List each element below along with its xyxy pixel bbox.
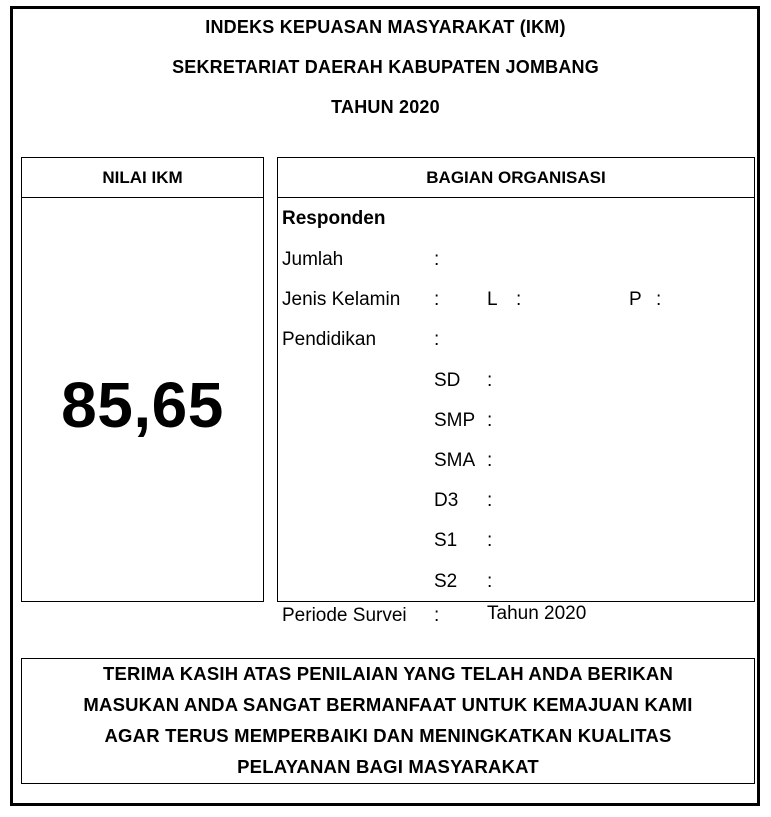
education-level: D3: [434, 490, 459, 511]
thank-you-line: AGAR TERUS MEMPERBAIKI DAN MENINGKATKAN KUALITAS: [104, 725, 672, 746]
education-level-colon: :: [487, 410, 493, 431]
periode-colon: :: [434, 605, 440, 626]
education-level-colon: :: [487, 571, 493, 592]
thank-you-box: [21, 658, 755, 784]
header-subtitle: SEKRETARIAT DAERAH KABUPATEN JOMBANG: [172, 57, 599, 77]
jumlah-label: Jumlah: [282, 249, 344, 270]
thank-you-line: MASUKAN ANDA SANGAT BERMANFAAT UNTUK KEMAJUAN KAMI: [83, 694, 693, 715]
education-level-colon: :: [487, 450, 493, 471]
ikm-box-title: NILAI IKM: [22, 158, 263, 198]
ikm-box: [21, 157, 264, 602]
pendidikan-colon: :: [434, 329, 440, 350]
thank-you-line: PELAYANAN BAGI MASYARAKAT: [237, 756, 539, 777]
jumlah-colon: :: [434, 249, 440, 270]
education-level-colon: :: [487, 490, 493, 511]
education-level: SMA: [434, 450, 476, 471]
male-label: L: [487, 289, 498, 310]
education-level: S2: [434, 571, 458, 592]
header-year: TAHUN 2020: [331, 97, 440, 117]
education-level: SD: [434, 370, 461, 391]
education-level: S1: [434, 530, 458, 551]
pendidikan-label: Pendidikan: [282, 329, 377, 350]
jenis-kelamin-colon: :: [434, 289, 440, 310]
education-level-colon: :: [487, 530, 493, 551]
ikm-value: 85,65: [61, 369, 224, 441]
education-level-colon: :: [487, 370, 493, 391]
responden-label: Responden: [282, 208, 386, 229]
thank-you-line: TERIMA KASIH ATAS PENILAIAN YANG TELAH ANDA BERIKAN: [102, 663, 673, 684]
info-box-title: BAGIAN ORGANISASI: [278, 158, 754, 198]
jenis-kelamin-label: Jenis Kelamin: [282, 289, 401, 310]
periode-label: Periode Survei: [282, 605, 407, 626]
male-colon: :: [516, 289, 522, 310]
education-level: SMP: [434, 410, 476, 431]
female-colon: :: [656, 289, 662, 310]
header-title: INDEKS KEPUASAN MASYARAKAT (IKM): [205, 17, 566, 37]
periode-value: Tahun 2020: [487, 603, 587, 624]
female-label: P: [629, 289, 642, 310]
